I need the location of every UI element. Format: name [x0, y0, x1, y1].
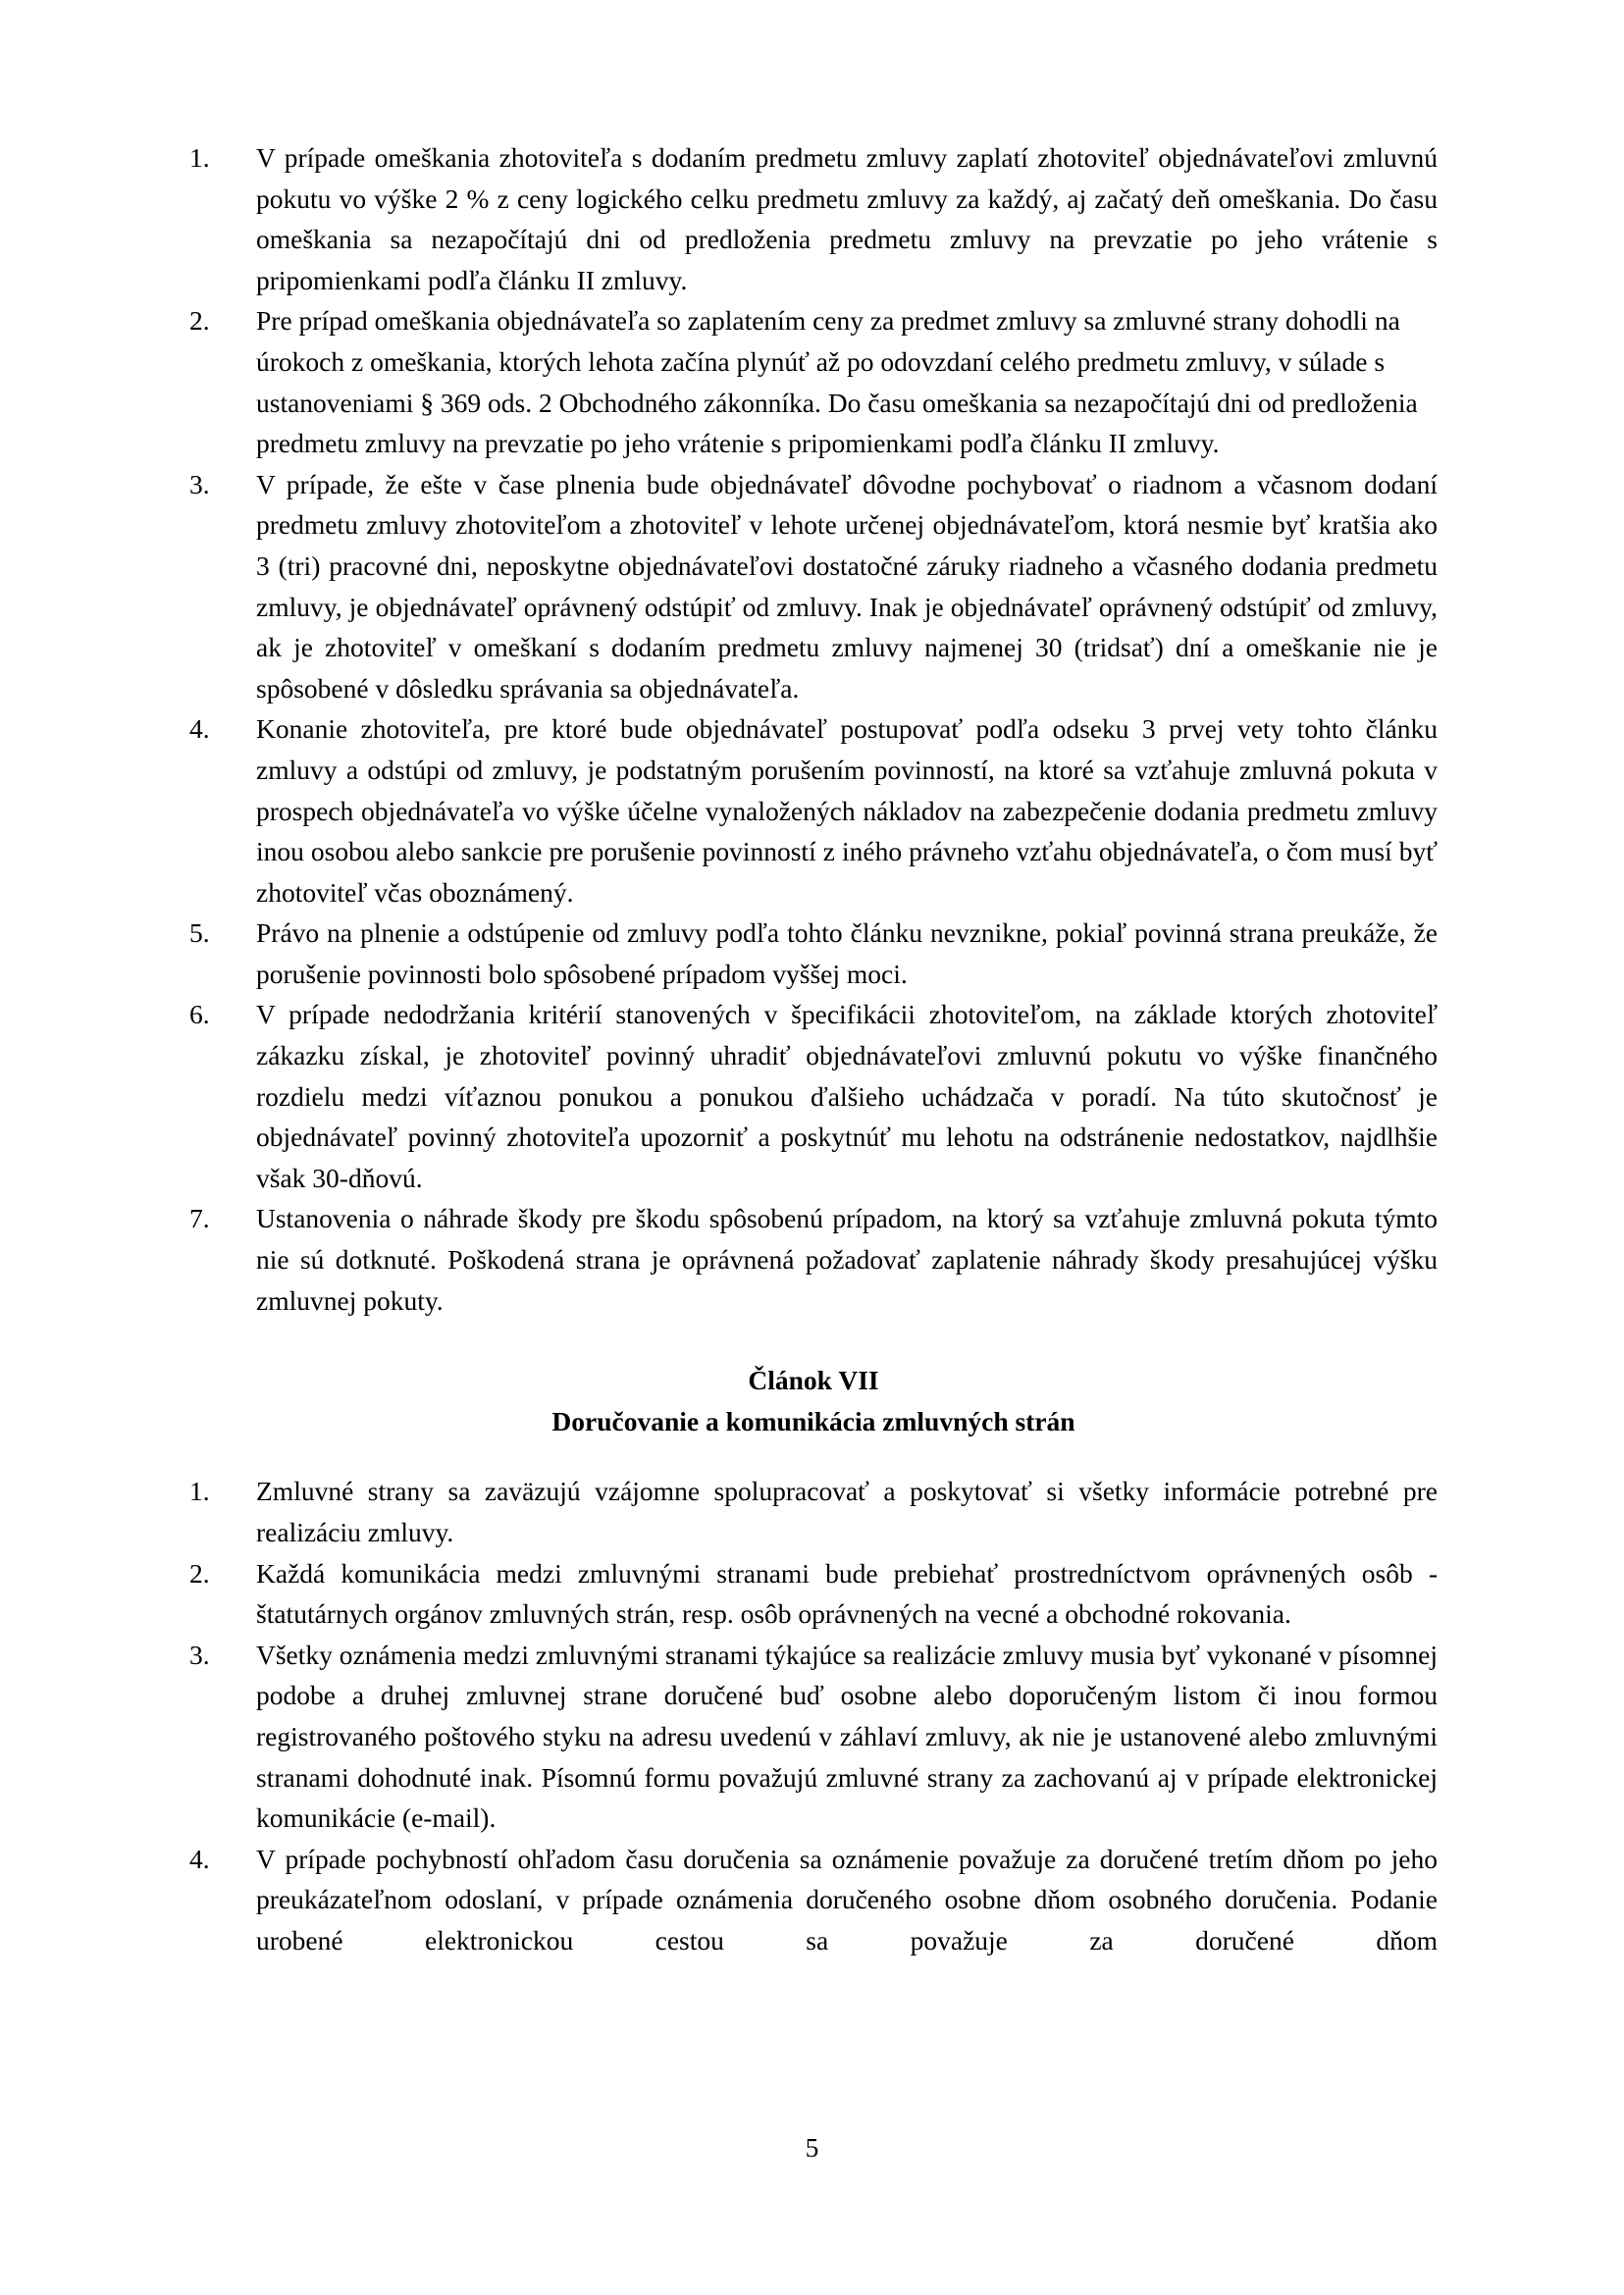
- clause-item: [189, 300, 1438, 463]
- clause-item: [189, 1198, 1438, 1321]
- clause-item: [189, 1635, 1438, 1839]
- article-subtitle: Doručovanie a komunikácia zmluvných strán: [551, 1405, 1075, 1436]
- section-heading: [189, 1360, 1438, 1441]
- clause-item: [189, 137, 1438, 300]
- clause-text: Ustanovenia o náhrade škody pre škodu spôsobenú prípadom, na ktorý sa vzťahuje zmluvná pokuta týmto nie sú dotknuté. Poškodená strana je oprávnená požadovať zaplatenie náhrady škody presahujúcej výšku zmluvnej pokuty.: [256, 1203, 1438, 1316]
- clause-item: [189, 994, 1438, 1198]
- clause-text: V prípade pochybností ohľadom času doručenia sa oznámenie považuje za doručené tretím dňom po jeho preukázateľnom odoslaní, v prípade oznámenia doručeného osobne dňom osobného doručenia. Podanie urobené elektronickou cestou sa považuje za doručené dňom: [256, 1843, 1438, 1956]
- clause-item: [189, 1471, 1438, 1552]
- clause-list-article-vii: [189, 1471, 1438, 1960]
- clause-text: Všetky oznámenia medzi zmluvnými stranami týkajúce sa realizácie zmluvy musia byť vykonané v písomnej podobe a druhej zmluvnej strane doručené buď osobne alebo doporučeným listom či inou formou registrovaného poštového styku na adresu uvedenú v záhlaví zmluvy, ak nie je ustanovené alebo zmluvnými stranami dohodnuté inak. Písomnú formu považujú zmluvné strany za zachovanú aj v prípade elektronickej komunikácie (e-mail).: [256, 1639, 1438, 1834]
- page-content: [189, 137, 1438, 1961]
- article-heading: Článok VII: [748, 1365, 879, 1396]
- clause-text: Zmluvné strany sa zaväzujú vzájomne spolupracovať a poskytovať si všetky informácie potrebné pre realizáciu zmluvy.: [256, 1476, 1438, 1547]
- clause-item: [189, 913, 1438, 994]
- clause-item: [189, 464, 1438, 709]
- clause-item: [189, 1839, 1438, 1961]
- clause-text: V prípade, že ešte v čase plnenia bude objednávateľ dôvodne pochybovať o riadnom a včasnom dodaní predmetu zmluvy zhotoviteľom a zhotoviteľ v lehote určenej objednávateľom, ktorá nesmie byť kratšia ako 3 (tri) pracovné dni, neposkytne objednávateľovi dostatočné záruky riadneho a včasného dodania predmetu zmluvy, je objednávateľ oprávnený odstúpiť od zmluvy. Inak je objednávateľ oprávnený odstúpiť od zmluvy, ak je zhotoviteľ v omeškaní s dodaním predmetu zmluvy najmenej 30 (tridsať) dní a omeškanie nie je spôsobené v dôsledku správania sa objednávateľa.: [256, 468, 1438, 704]
- page-number: 5: [805, 2132, 819, 2163]
- clause-text: V prípade omeškania zhotoviteľa s dodaním predmetu zmluvy zaplatí zhotoviteľ objednávateľovi zmluvnú pokutu vo výške 2 % z ceny logického celku predmetu zmluvy za každý, aj začatý deň omeškania. Do času omeškania sa nezapočítajú dni od predloženia predmetu zmluvy na prevzatie po jeho vrátenie s pripomienkami podľa článku II zmluvy.: [256, 142, 1438, 295]
- clause-list-article-vi: [189, 137, 1438, 1321]
- clause-text: V prípade nedodržania kritérií stanovených v špecifikácii zhotoviteľom, na základe ktorých zhotoviteľ zákazku získal, je zhotoviteľ povinný uhradiť objednávateľovi zmluvnú pokutu vo výške finančného rozdielu medzi víťaznou ponukou a ponukou ďalšieho uchádzača v poradí. Na túto skutočnosť je objednávateľ povinný zhotoviteľa upozorniť a poskytnúť mu lehotu na odstránenie nedostatkov, najdlhšie však 30-dňovú.: [256, 999, 1438, 1193]
- clause-item: [189, 708, 1438, 913]
- clause-text: Každá komunikácia medzi zmluvnými stranami bude prebiehať prostredníctvom oprávnených osôb - štatutárnych orgánov zmluvných strán, resp. osôb oprávnených na vecné a obchodné rokovania.: [256, 1557, 1438, 1630]
- clause-item: [189, 1553, 1438, 1635]
- clause-text: Konanie zhotoviteľa, pre ktoré bude objednávateľ postupovať podľa odseku 3 prvej vety tohto článku zmluvy a odstúpi od zmluvy, je podstatným porušením povinností, na ktoré sa vzťahuje zmluvná pokuta v prospech objednávateľa vo výške účelne vynaložených nákladov na zabezpečenie dodania predmetu zmluvy inou osobou alebo sankcie pre porušenie povinností z iného právneho vzťahu objednávateľa, o čom musí byť zhotoviteľ včas oboznámený.: [256, 713, 1438, 908]
- clause-text: Pre prípad omeškania objednávateľa so zaplatením ceny za predmet zmluvy sa zmluvné strany dohodli na úrokoch z omeškania, ktorých lehota začína plynúť až po odovzdaní celého predmetu zmluvy, v súlade s ustanoveniami § 369 ods. 2 Obchodného zákonníka. Do času omeškania sa nezapočítajú dni od predloženia predmetu zmluvy na prevzatie po jeho vrátenie s pripomienkami podľa článku II zmluvy.: [256, 305, 1418, 459]
- clause-text: Právo na plnenie a odstúpenie od zmluvy podľa tohto článku nevznikne, pokiaľ povinná strana preukáže, že porušenie povinnosti bolo spôsobené prípadom vyššej moci.: [256, 917, 1438, 989]
